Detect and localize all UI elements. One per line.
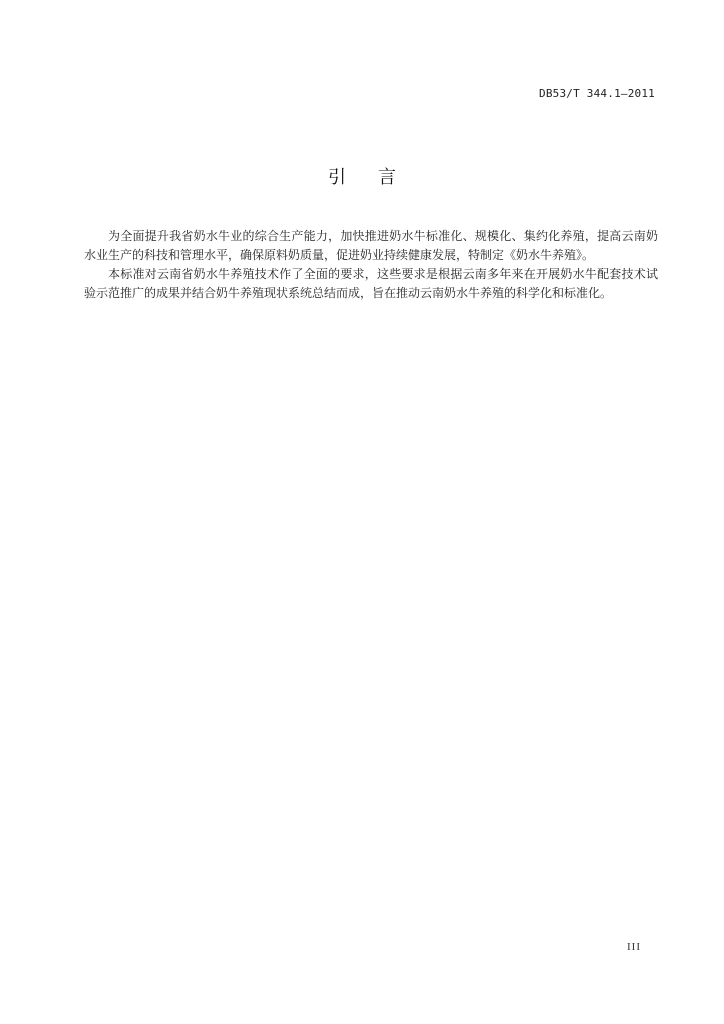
document-code: DB53/T 344.1—2011: [539, 87, 655, 100]
page-number: III: [627, 941, 641, 953]
body-text: [84, 227, 658, 303]
section-title: 引言: [328, 167, 428, 188]
paragraph-1: 为全面提升我省奶水牛业的综合生产能力，加快推进奶水牛标准化、规模化、集约化养殖，提高云南奶水业生产的科技和管理水平，确保原料奶质量，促进奶业持续健康发展，特制定《奶水牛养殖》。: [84, 229, 658, 262]
paragraph-2: 本标准对云南省奶水牛养殖技术作了全面的要求，这些要求是根据云南多年来在开展奶水牛配套技术试验示范推广的成果并结合奶牛养殖现状系统总结而成，旨在推动云南奶水牛养殖的科学化和标准化。: [84, 267, 658, 300]
